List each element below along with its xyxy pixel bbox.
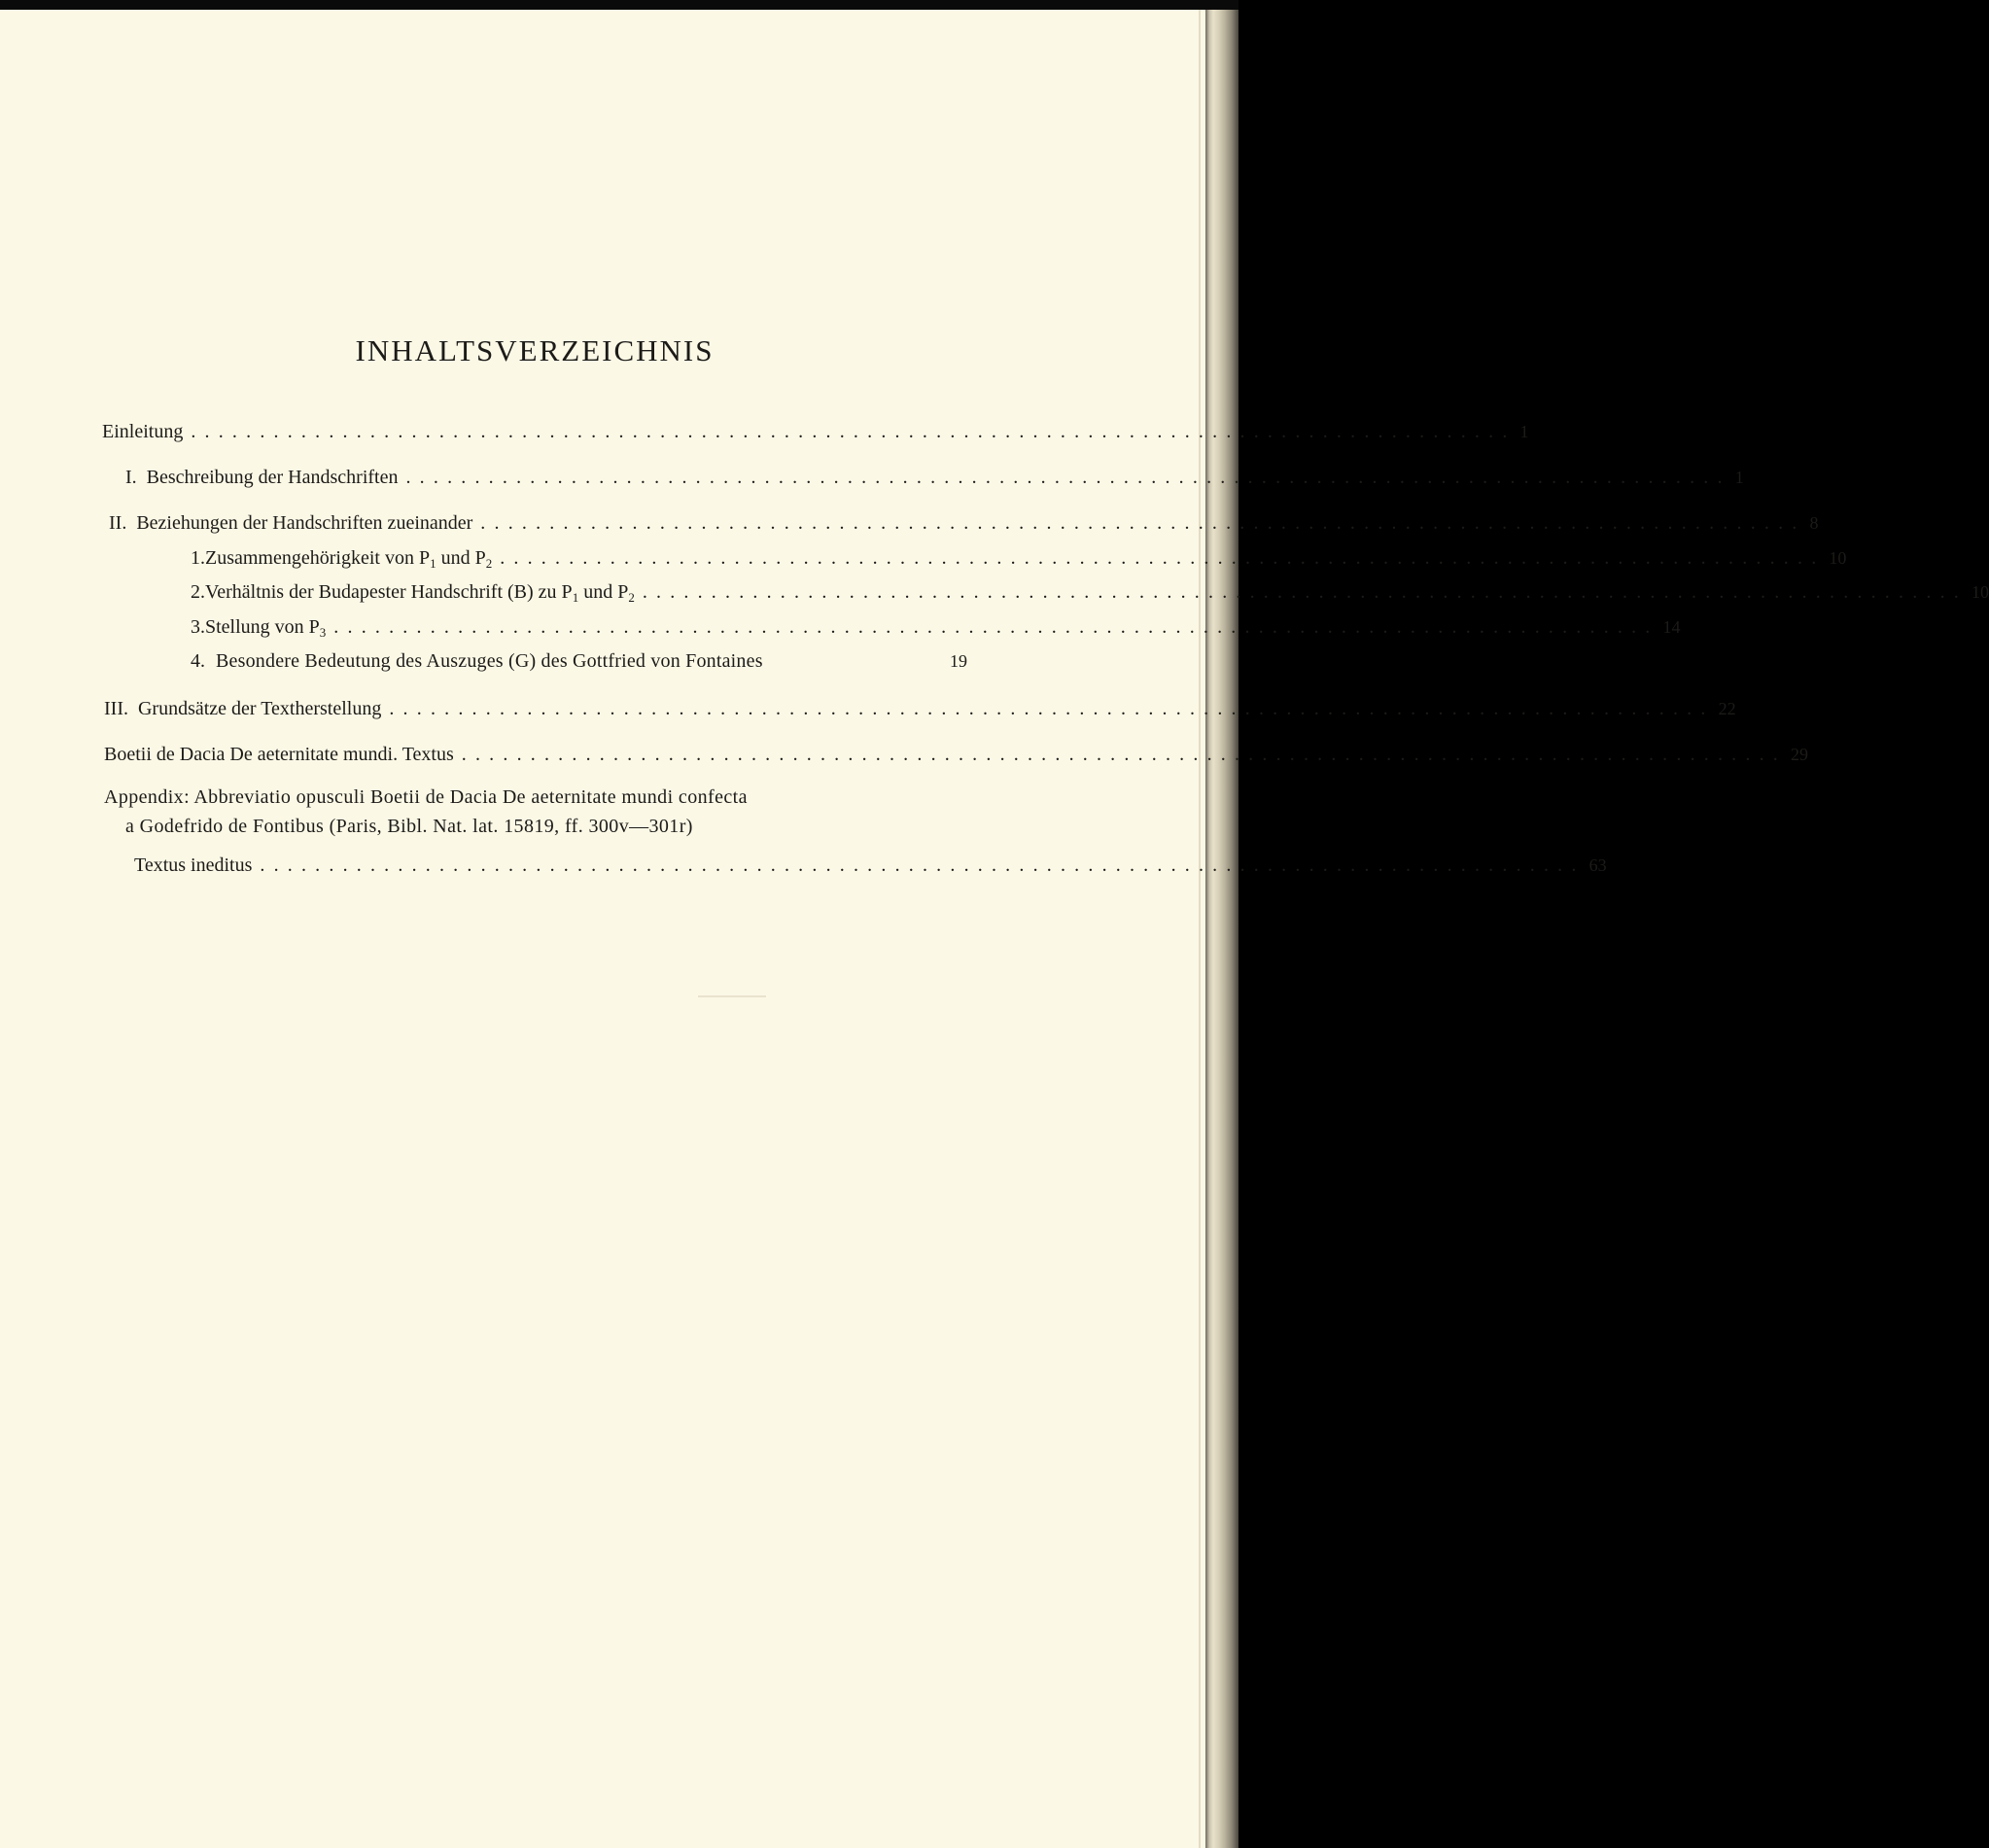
dot-leader: ................................................................................................ — [333, 616, 1659, 638]
toc-label: Verhältnis der Budapester Handschrift (B) zu $P_1$ und $P_2$ — [205, 581, 635, 605]
toc-label: Grundsätze der Textherstellung — [137, 698, 382, 719]
dot-leader: ................................................................................................ — [389, 698, 1715, 719]
dot-leader: ................................................................................................ — [480, 512, 1806, 534]
dot-leader: ................................................................................................ — [191, 421, 1517, 442]
toc-number: 2. — [191, 581, 205, 603]
toc-page-number: 10 — [1972, 582, 1989, 602]
dot-leader: ................................................................................................ — [500, 547, 1826, 569]
toc-page-number: 10 — [1829, 548, 1847, 568]
toc-label: Besondere Bedeutung des Auszuges (G) des Gottfried von Fontaines — [216, 650, 763, 672]
toc-number: 3. — [191, 616, 205, 638]
toc-label: Stellung von $P_3$ — [205, 616, 327, 640]
toc-page-number: 14 — [1662, 617, 1681, 637]
toc-label: Beschreibung der Handschriften — [146, 467, 399, 488]
paper-smudge — [698, 995, 766, 997]
dot-leader: ................................................................................................ — [405, 467, 1731, 488]
toc-label: Beziehungen der Handschriften zueinander — [136, 512, 473, 534]
page-title: INHALTSVERZEICHNIS — [355, 333, 715, 367]
toc-number: III. — [104, 698, 128, 719]
toc-page-number: 63 — [1588, 855, 1607, 875]
toc-label: Einleitung — [102, 421, 184, 442]
toc-entry-textus — [104, 742, 1808, 767]
dot-leader: ................................................................................................ — [260, 854, 1586, 876]
toc-entry-einleitung — [102, 419, 1529, 444]
toc-entry-abschnitt-4 — [191, 648, 967, 674]
toc-entry-appendix — [134, 853, 1607, 878]
toc-label: Boetii de Dacia De aeternitate mundi. Textus — [104, 744, 454, 765]
toc-page-number: 29 — [1790, 745, 1808, 764]
toc-page-number: 19 — [950, 651, 967, 671]
toc-page-number: 22 — [1718, 699, 1736, 718]
toc-number: I. — [125, 467, 137, 488]
toc-number: 4. — [191, 650, 205, 672]
toc-entry-abschnitt-1 — [191, 545, 1847, 571]
toc-label: Zusammengehörigkeit von $P_1$ und $P_2$ — [205, 547, 493, 571]
toc-appendix-line-2: a Godefrido de Fontibus (Paris, Bibl. Nat. lat. 15819, ff. 300v—301r) — [125, 816, 693, 837]
toc-page-number: 1 — [1734, 468, 1744, 487]
toc-entry-kapitel-2 — [109, 510, 1819, 536]
toc-label: Textus ineditus — [134, 854, 253, 876]
toc-number: II. — [109, 512, 127, 534]
dot-leader: ................................................................................................ — [461, 744, 1787, 765]
toc-page-number: 1 — [1519, 422, 1529, 441]
toc-appendix-line-1: Appendix: Abbreviatio opusculi Boetii de Dacia De aeternitate mundi confecta — [104, 786, 748, 808]
toc-entry-abschnitt-2 — [191, 579, 1989, 605]
toc-entry-kapitel-1 — [125, 465, 1744, 490]
toc-entry-abschnitt-3 — [191, 614, 1681, 640]
toc-number: 1. — [191, 547, 205, 569]
toc-entry-kapitel-3 — [104, 696, 1736, 721]
page-stack-edge — [1205, 10, 1239, 1848]
dot-leader: ................................................................................................ — [642, 581, 1969, 603]
toc-page-number: 8 — [1809, 513, 1819, 533]
